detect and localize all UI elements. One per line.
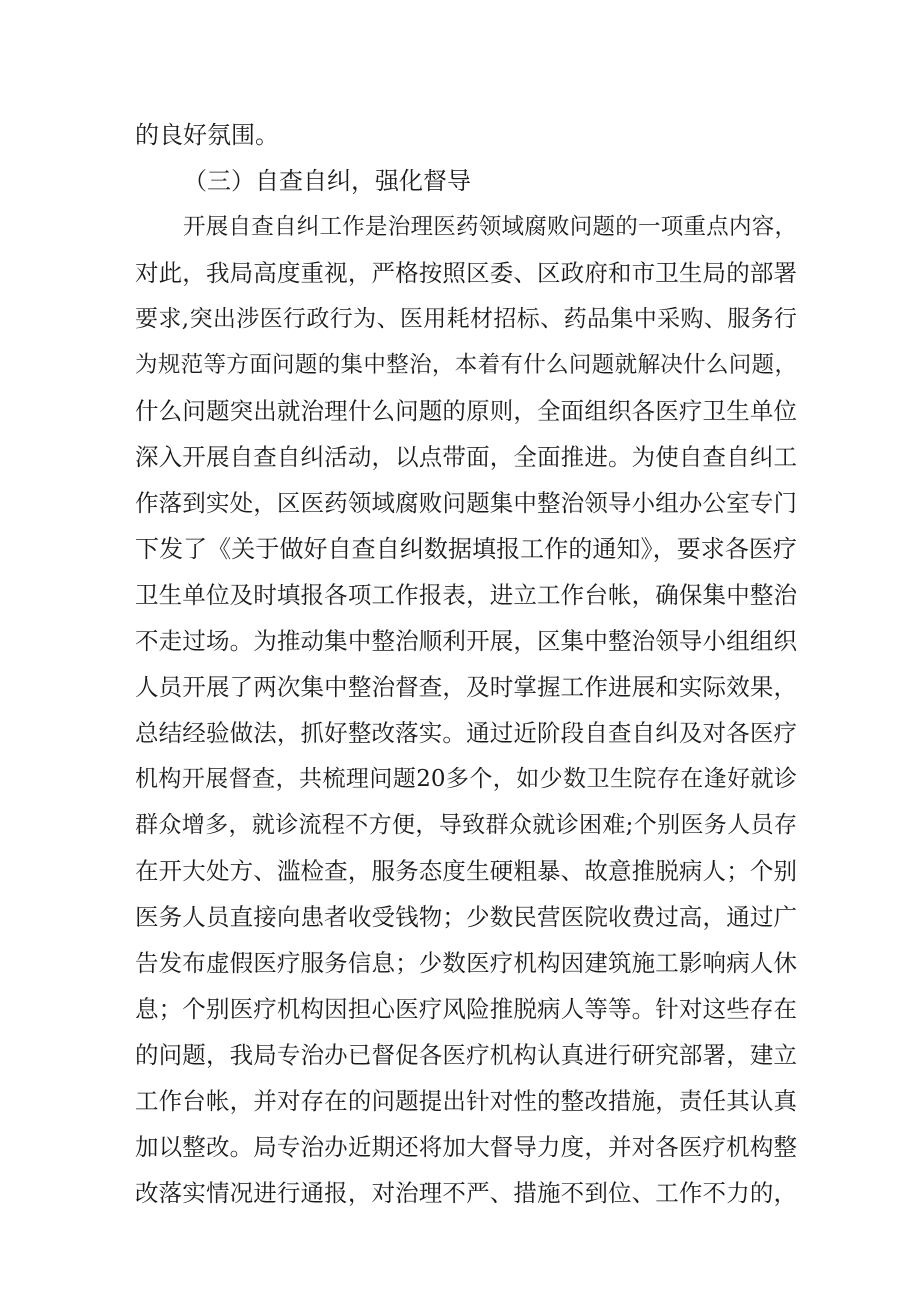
paragraph-line: 下发了《关于做好自查自纠数据填报工作的通知》，要求各医疗 — [135, 535, 797, 563]
paragraph-line: 医务人员直接向患者收受钱物；少数民营医院收费过高，通过广 — [135, 903, 797, 931]
section-heading: （三）自查自纠，强化督导 — [183, 167, 471, 195]
paragraph-line: 群众增多，就诊流程不方便，导致群众就诊困难;个别医务人员存 — [135, 812, 797, 838]
paragraph-line: 工作台帐，并对存在的问题提出针对性的整改措施，责任其认真 — [135, 1087, 797, 1115]
paragraph-line: 开展自查自纠工作是治理医药领域腐败问题的一项重点内容， — [183, 214, 797, 240]
paragraph-line: 作落到实处，区医药领域腐败问题集中整治领导小组办公室专门 — [135, 489, 797, 517]
paragraph-line: 在开大处方、滥检查，服务态度生硬粗暴、故意推脱病人；个别 — [135, 857, 797, 885]
paragraph-line: 加以整改。局专治办近期还将加大督导力度，并对各医疗机构整 — [135, 1133, 797, 1161]
paragraph-line: 人员开展了两次集中整治督查，及时掌握工作进展和实际效果， — [135, 673, 797, 701]
paragraph-line: 为规范等方面问题的集中整治，本着有什么问题就解决什么问题， — [135, 352, 797, 378]
carryover-text: 的良好氛围。 — [135, 121, 279, 149]
paragraph-line: 改落实情况进行通报，对治理不严、措施不到位、工作不力的， — [135, 1179, 797, 1207]
paragraph-line: 要求,突出涉医行政行为、医用耗材招标、药品集中采购、服务行 — [135, 306, 797, 332]
paragraph-line: 卫生单位及时填报各项工作报表，进立工作台帐，确保集中整治 — [135, 581, 797, 609]
paragraph-line: 总结经验做法，抓好整改落实。通过近阶段自查自纠及对各医疗 — [135, 719, 797, 747]
paragraph-line: 深入开展自查自纠活动，以点带面，全面推进。为使自查自纠工 — [135, 443, 797, 471]
paragraph-line: 对此，我局高度重视，严格按照区委、区政府和市卫生局的部署 — [135, 259, 797, 287]
paragraph-line: 告发布虚假医疗服务信息；少数医疗机构因建筑施工影响病人休 — [135, 949, 797, 977]
paragraph-line: 什么问题突出就治理什么问题的原则，全面组织各医疗卫生单位 — [135, 397, 797, 425]
paragraph-line: 的问题，我局专治办已督促各医疗机构认真进行研究部署，建立 — [135, 1041, 797, 1069]
paragraph-line: 机构开展督查，共梳理问题20多个，如少数卫生院存在逢好就诊 — [135, 766, 797, 792]
paragraph-line: 息；个别医疗机构因担心医疗风险推脱病人等等。针对这些存在 — [135, 995, 797, 1023]
paragraph-line: 不走过场。为推动集中整治顺利开展，区集中整治领导小组组织 — [135, 627, 797, 655]
